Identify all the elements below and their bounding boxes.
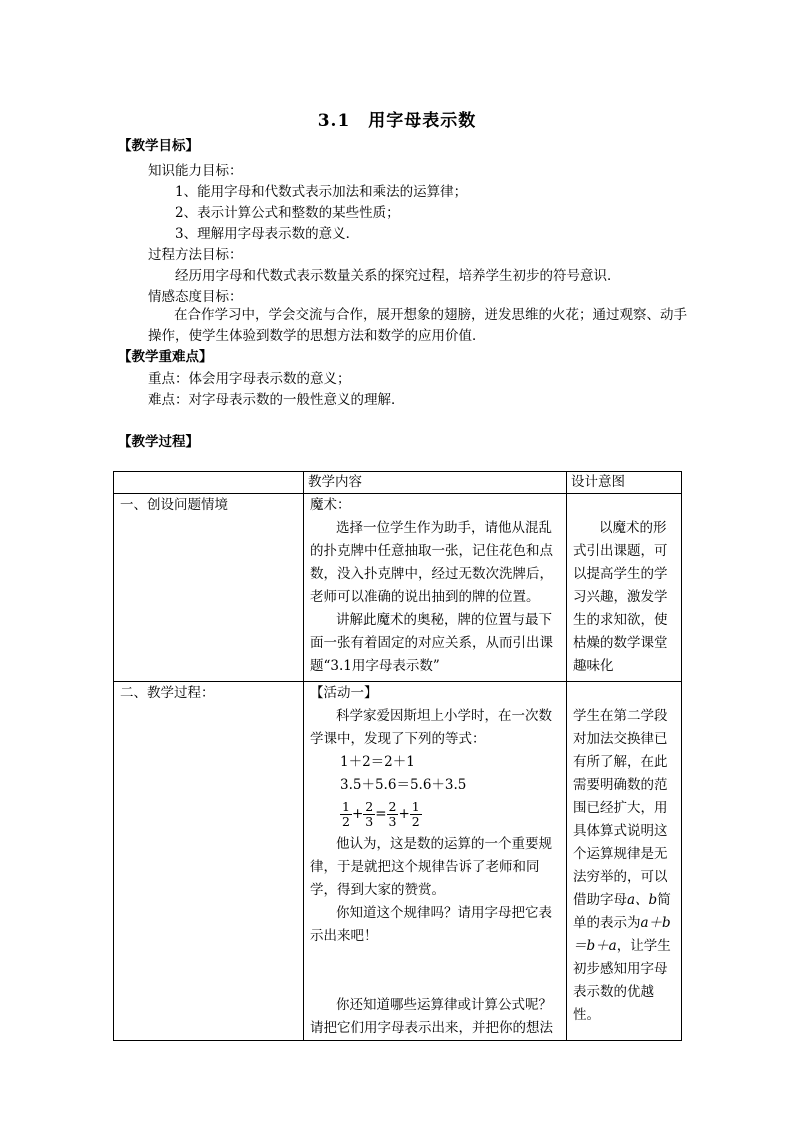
blank-space xyxy=(310,948,560,994)
difficult-point: 难点：对字母表示数的一般性意义的理解． xyxy=(148,392,405,408)
content-paragraph: 他认为，这是数的运算的一个重要规律，于是就把这个规律告诉了老师和同学，得到大家的赞赏。 xyxy=(310,836,552,898)
numerator: 1 xyxy=(411,799,420,814)
content-paragraph: 选择一位学生作为助手，请他从混乱的扑克牌中任意抽取一张，记住花色和点数，没入扑克牌中，经过无数次洗牌后，老师可以准确的说出抽到的牌的位置。 xyxy=(310,520,553,605)
intent-cell xyxy=(567,682,682,1041)
fraction xyxy=(340,800,352,829)
attitude-text: 在合作学习中，学会交流与合作，展开想象的翅膀，迸发思维的火花；通过观察、动手操作，使学生体验到数学的思想方法和数学的应用价值． xyxy=(148,307,687,344)
content-cell xyxy=(304,494,567,682)
knowledge-item: 3、理解用字母表示数的意义． xyxy=(175,226,360,242)
table-header-row xyxy=(114,472,682,494)
content-title: 魔术： xyxy=(310,497,351,513)
content-paragraph: 你还知道哪些运算律或计算公式呢？请把它们用字母表示出来，并把你的想法 xyxy=(310,997,553,1036)
plus-sign: + xyxy=(398,806,410,822)
content-intro: 科学家爱因斯坦上小学时，在一次数学课中，发现了下列的等式： xyxy=(310,708,552,747)
objectives-heading: 【教学目标】 xyxy=(118,138,199,154)
key-point: 重点：体会用字母表示数的意义； xyxy=(148,371,351,387)
process-heading: 过程方法目标： xyxy=(148,247,243,263)
fraction xyxy=(410,800,422,829)
intent-text xyxy=(573,705,675,1027)
plus-sign: + xyxy=(351,806,364,822)
key-points-heading: 【教学重难点】 xyxy=(118,349,213,365)
numerator: 1 xyxy=(342,799,350,814)
stage-label: 二、教学过程： xyxy=(120,685,215,701)
fraction xyxy=(387,800,399,829)
table-row xyxy=(114,682,682,1041)
intent-variables: a、b xyxy=(627,892,658,908)
equation: 1＋2＝2＋1 xyxy=(340,754,415,770)
content-paragraph: 讲解此魔术的奥秘，牌的位置与最下面一张有着固定的对应关系，从而引出课题“3.1用字母表示数” xyxy=(310,612,553,674)
content-cell xyxy=(304,682,567,1041)
denominator: 3 xyxy=(365,814,374,829)
stage-cell xyxy=(114,682,304,1041)
intent-part: 学生在第二学段对加法交换律已有所了解，在此需要明确数的范围已经扩大，用具体算式说明这个运算规律是无法穷举的，可以借助字母 xyxy=(573,708,668,908)
stage-cell xyxy=(114,494,304,682)
process-section-heading: 【教学过程】 xyxy=(118,434,199,450)
equation: 3.5＋5.6＝5.6＋3.5 xyxy=(340,777,467,793)
numerator: 2 xyxy=(388,799,397,814)
table-row xyxy=(114,494,682,682)
intent-formula: a＋b＝b＋a xyxy=(573,915,671,954)
equals-sign: = xyxy=(375,806,387,822)
knowledge-item: 2、表示计算公式和整数的某些性质； xyxy=(175,205,400,221)
content-paragraph: 你知道这个规律吗？请用字母把它表示出来吧！ xyxy=(310,905,552,944)
intent-part: 简单的表示为 xyxy=(573,892,671,931)
page-title: 3.1 用字母表示数 xyxy=(317,111,477,131)
denominator: 2 xyxy=(411,814,420,829)
process-text: 经历用字母和代数式表示数量关系的探究过程，培养学生初步的符号意识． xyxy=(175,268,621,284)
numerator: 2 xyxy=(365,799,374,814)
denominator: 3 xyxy=(388,814,397,829)
fraction xyxy=(363,800,375,829)
header-cell-intent: 设计意图 xyxy=(567,472,682,494)
intent-cell xyxy=(567,494,682,682)
knowledge-item: 1、能用字母和代数式表示加法和乘法的运算律； xyxy=(175,184,468,200)
knowledge-heading: 知识能力目标： xyxy=(148,163,243,179)
lesson-table xyxy=(113,471,682,1041)
content-title: 【活动一】 xyxy=(310,685,378,701)
fraction-equation xyxy=(310,797,560,833)
header-cell-stage xyxy=(114,472,304,494)
denominator: 2 xyxy=(342,814,350,829)
attitude-heading: 情感态度目标： xyxy=(148,289,243,305)
intent-part: ，让学生初步感知用字母表示数的优越性。 xyxy=(573,938,671,1023)
stage-label: 一、创设问题情境 xyxy=(120,497,228,513)
header-cell-content: 教学内容 xyxy=(304,472,567,494)
intent-text: 以魔术的形式引出课题，可以提高学生的学习兴趣，激发学生的求知欲，使枯燥的数学课堂趣味化 xyxy=(573,520,668,674)
